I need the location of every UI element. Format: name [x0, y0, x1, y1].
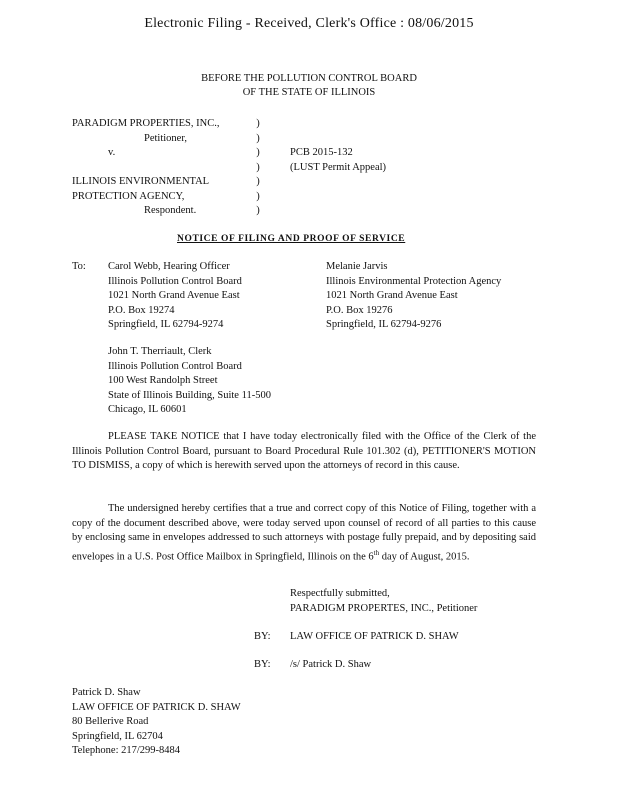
- versus: v.: [108, 147, 116, 158]
- contact-line: Telephone: 217/299-8484: [72, 745, 181, 756]
- recipient-line: Illinois Environmental Protection Agency: [326, 275, 502, 287]
- electronic-signature: /s/ Patrick D. Shaw: [290, 659, 372, 670]
- recipient-line: 100 West Randolph Street: [108, 375, 218, 386]
- paren: ): [256, 161, 260, 173]
- recipient-line: 1021 North Grand Avenue East: [108, 290, 240, 301]
- filing-stamp: Electronic Filing - Received, Clerk's Office : 08/06/2015: [144, 16, 474, 31]
- by-label: BY:: [254, 659, 271, 670]
- motion-title: PETITIONER'S MOTION TO DISMISS: [72, 445, 536, 471]
- recipient-block: [108, 345, 271, 418]
- closing: Respectfully submitted,: [290, 588, 390, 599]
- recipient-line: Springfield, IL 62794-9276: [326, 319, 442, 330]
- recipient-block: [326, 260, 501, 333]
- contact-line: Patrick D. Shaw: [72, 687, 141, 698]
- to-label: To:: [72, 261, 86, 272]
- respondent-line1: ILLINOIS ENVIRONMENTAL: [72, 176, 210, 187]
- notice-lead: PLEASE TAKE NOTICE: [108, 431, 220, 442]
- paren: ): [256, 190, 260, 202]
- recipient-line: Melanie Jarvis: [326, 261, 388, 272]
- court-heading-line2: OF THE STATE OF ILLINOIS: [242, 87, 376, 98]
- signature-block: [290, 587, 477, 616]
- recipient-line: Carol Webb, Hearing Officer: [108, 261, 230, 272]
- paren: ): [256, 147, 260, 158]
- recipient-line: State of Illinois Building, Suite 11-500: [108, 389, 271, 401]
- paren: ): [256, 118, 260, 129]
- respondent-role: Respondent.: [144, 205, 197, 216]
- respondent-line2: PROTECTION AGENCY,: [72, 190, 185, 202]
- petitioner-name: PARADIGM PROPERTIES, INC.,: [72, 118, 220, 129]
- recipient-line: 1021 North Grand Avenue East: [326, 290, 458, 301]
- recipient-line: Illinois Pollution Control Board: [108, 275, 242, 287]
- notice-title: NOTICE OF FILING AND PROOF OF SERVICE: [177, 234, 406, 244]
- certification-paragraph: [72, 502, 536, 565]
- recipient-line: P.O. Box 19276: [326, 304, 393, 316]
- contact-line: Springfield, IL 62704: [72, 730, 163, 742]
- paren: ): [256, 176, 260, 187]
- recipient-line: John T. Therriault, Clerk: [108, 346, 212, 357]
- paren: ): [256, 205, 260, 216]
- case-info: [290, 146, 386, 175]
- case-number: PCB 2015-132: [290, 147, 353, 158]
- recipient-block: [108, 260, 242, 333]
- notice-paragraph: [72, 430, 536, 474]
- court-heading-line1: BEFORE THE POLLUTION CONTROL BOARD: [201, 73, 417, 84]
- caption-parties: [72, 117, 219, 219]
- contact-line: 80 Bellerive Road: [72, 716, 149, 727]
- ordinal-suffix: th: [373, 548, 380, 557]
- by-label: BY:: [254, 631, 271, 642]
- attorney-contact: [72, 686, 241, 759]
- recipient-line: Springfield, IL 62794-9274: [108, 319, 224, 330]
- notice-body-1: that I have today electronically filed with the Office of the Clerk of the Illinois Pollution Control Board, pursuant to Board Procedural Rule 101.302 (d),: [72, 431, 536, 457]
- recipient-line: Illinois Pollution Control Board: [108, 360, 242, 372]
- caption-paren-column: [254, 117, 262, 219]
- contact-line: LAW OFFICE OF PATRICK D. SHAW: [72, 701, 241, 713]
- notice-body-2: , a copy of which is herewith served upon the attorneys of record in this cause.: [129, 460, 460, 471]
- recipient-line: Chicago, IL 60601: [108, 404, 187, 415]
- by-firm: LAW OFFICE OF PATRICK D. SHAW: [290, 631, 459, 642]
- certification-body-1: The undersigned hereby certifies that a true and correct copy of this Notice of Filing, together with a copy of the document described above, were today served upon counsel of record of all parties to this cause by enclosing same in envelopes addressed to such attorneys with postage fully prepaid, and by depositing said envelopes in a U.S. Post Office Mailbox in Springfield, Illinois on the 6: [72, 503, 536, 562]
- certification-body-2: day of August, 2015.: [379, 551, 470, 562]
- petitioner-role: Petitioner,: [144, 132, 188, 144]
- recipient-line: P.O. Box 19274: [108, 304, 175, 316]
- case-type: (LUST Permit Appeal): [290, 161, 387, 173]
- party-name: PARADIGM PROPERTES, INC., Petitioner: [290, 602, 478, 614]
- paren: ): [256, 132, 260, 144]
